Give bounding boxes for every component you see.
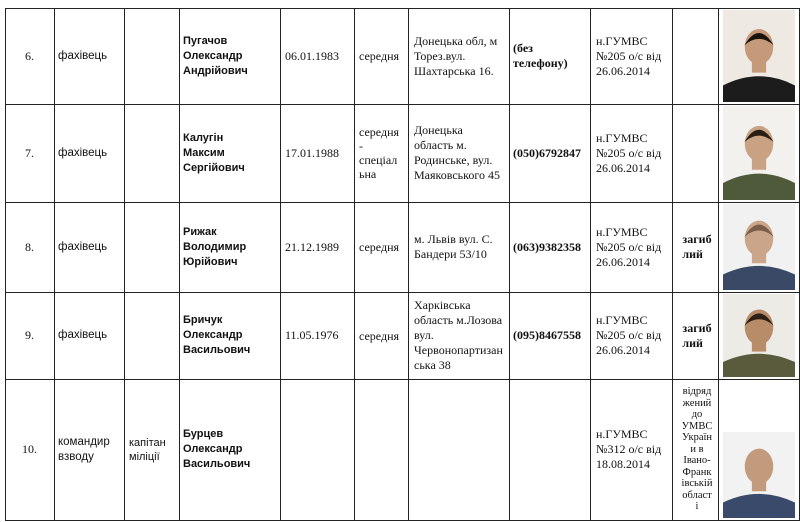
order-cell: н.ГУМВС №312 о/с від 18.08.2014 bbox=[596, 427, 662, 471]
table-row bbox=[0, 379, 800, 520]
address-cell: Харківська область м.Лозова вул. Червонопартизан ська 38 bbox=[414, 298, 503, 372]
man-portrait-black-shirt-icon bbox=[723, 10, 795, 102]
phone-cell: (095)8467558 bbox=[513, 328, 581, 342]
status-cell bbox=[677, 8, 717, 104]
portrait-shoulders bbox=[723, 174, 795, 200]
full-name-cell: Рижак Володимир Юрійович bbox=[183, 225, 247, 268]
position-cell: фахівець bbox=[58, 329, 108, 341]
order-cell: н.ГУМВС №205 о/с від 26.06.2014 bbox=[596, 313, 662, 357]
education-cell: середня - спеціал ьна bbox=[359, 125, 400, 181]
table-row bbox=[0, 292, 800, 379]
rank-cell bbox=[129, 8, 179, 104]
birth-date-cell bbox=[285, 379, 353, 520]
status-cell: загиб лий bbox=[682, 320, 712, 350]
position-cell: фахівець bbox=[58, 146, 108, 159]
row-number: 6. bbox=[25, 48, 34, 63]
phone-cell bbox=[513, 379, 591, 520]
man-portrait-police-uniform-icon bbox=[723, 204, 795, 290]
order-cell: н.ГУМВС №205 о/с від 26.06.2014 bbox=[596, 130, 662, 175]
row-number: 9. bbox=[25, 328, 34, 342]
position-cell: фахівець bbox=[58, 240, 108, 253]
man-portrait-police-uniform-icon bbox=[723, 432, 795, 518]
position-cell: командир взводу bbox=[58, 435, 110, 463]
portrait-shoulders bbox=[723, 494, 795, 518]
order-cell: н.ГУМВС №205 о/с від 26.06.2014 bbox=[596, 224, 662, 269]
phone-cell: (без телефону) bbox=[513, 41, 568, 70]
person-photo bbox=[723, 204, 795, 290]
phone-cell: (063)9382358 bbox=[513, 239, 581, 254]
address-cell: м. Львів вул. С. Бандери 53/10 bbox=[414, 232, 493, 261]
person-photo bbox=[723, 432, 795, 518]
rank-cell bbox=[129, 104, 179, 202]
birth-date-cell: 06.01.1983 bbox=[285, 48, 339, 63]
full-name-cell: Бричук Олександр Васильович bbox=[183, 314, 251, 356]
man-portrait-camouflage-icon bbox=[723, 106, 795, 200]
birth-date-cell: 11.05.1976 bbox=[285, 328, 339, 342]
education-cell bbox=[359, 379, 409, 520]
address-cell bbox=[414, 379, 508, 520]
education-cell: середня bbox=[359, 49, 400, 63]
table-row bbox=[0, 104, 800, 202]
full-name-cell: Пугачов Олександр Андрійович bbox=[183, 34, 248, 77]
position-cell: фахівець bbox=[58, 49, 108, 62]
rank-cell bbox=[129, 292, 179, 379]
row-number: 7. bbox=[25, 145, 34, 160]
birth-date-cell: 17.01.1988 bbox=[285, 145, 339, 160]
table-row bbox=[0, 8, 800, 104]
row-divider bbox=[5, 520, 800, 521]
education-cell: середня bbox=[359, 240, 400, 254]
address-cell: Донецька область м. Родинське, вул. Маяковського 45 bbox=[414, 123, 500, 182]
address-cell: Донецька обл, м Торез.вул. Шахтарська 16. bbox=[414, 33, 498, 78]
person-photo bbox=[723, 10, 795, 102]
rank-cell bbox=[129, 202, 179, 292]
full-name-cell: Калугін Максим Сергійович bbox=[183, 131, 245, 174]
row-number: 10. bbox=[22, 442, 37, 456]
status-cell: загиб лий bbox=[682, 232, 712, 261]
order-cell: н.ГУМВС №205 о/с від 26.06.2014 bbox=[596, 33, 662, 78]
status-cell: відряд жений до УМВС Україн и в Івано- Франк івській област і bbox=[681, 386, 713, 513]
portrait-shoulders bbox=[723, 266, 795, 290]
person-photo bbox=[723, 106, 795, 200]
phone-cell: (050)6792847 bbox=[513, 145, 581, 160]
rank-cell: капітан міліції bbox=[129, 436, 166, 463]
table-row bbox=[0, 202, 800, 292]
man-portrait-camouflage-icon bbox=[723, 294, 795, 377]
status-cell bbox=[677, 104, 717, 202]
row-number: 8. bbox=[25, 239, 34, 254]
birth-date-cell: 21.12.1989 bbox=[285, 239, 339, 254]
person-photo bbox=[723, 294, 795, 377]
full-name-cell: Бурцев Олександр Васильович bbox=[183, 428, 251, 470]
portrait-shoulders bbox=[723, 76, 795, 102]
education-cell: середня bbox=[359, 328, 400, 343]
portrait-shoulders bbox=[723, 354, 795, 377]
